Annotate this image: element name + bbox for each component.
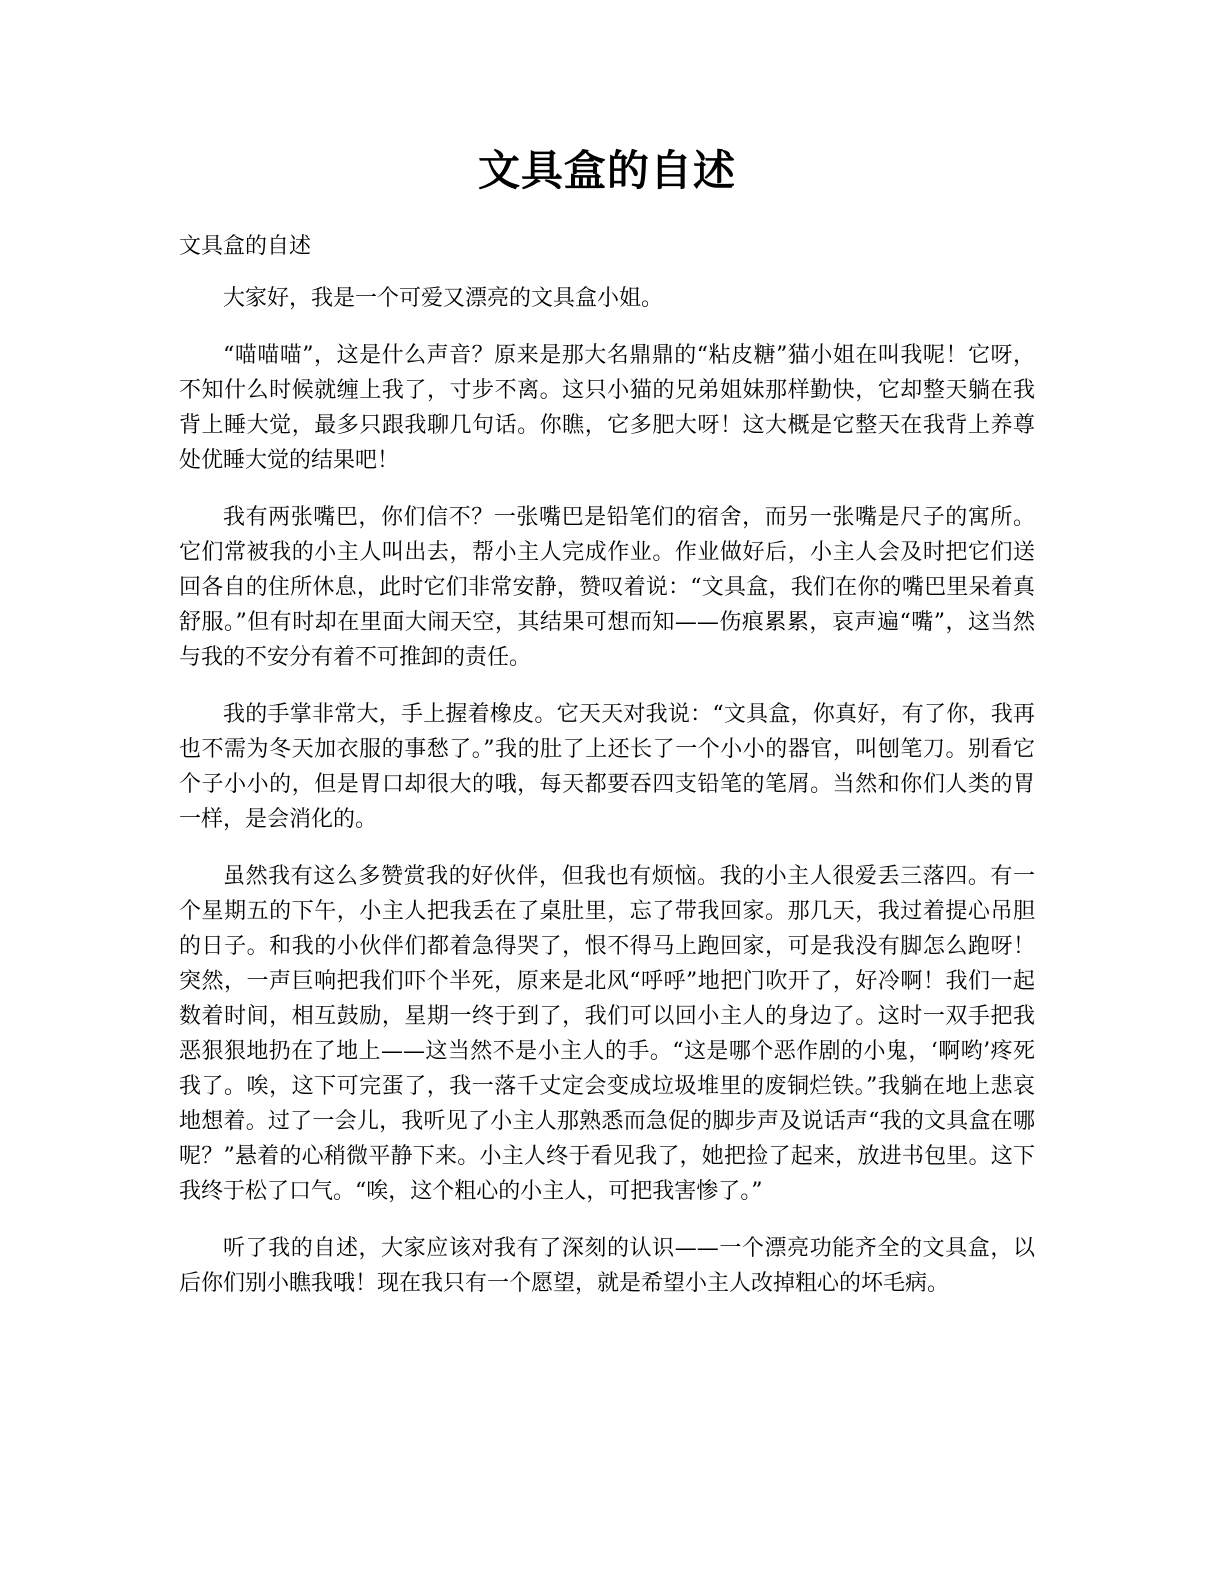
paragraph-5: 虽然我有这么多赞赏我的好伙伴，但我也有烦恼。我的小主人很爱丢三落四。有一个星期五的下午，小主人把我丢在了桌肚里，忘了带我回家。那几天，我过着提心吊胆的日子。和我的小伙伴们都着急得哭了，恨不得马上跑回家，可是我没有脚怎么跑呀！突然，一声巨响把我们吓个半死，原来是北风“呼呼”地把门吹开了，好冷啊！我们一起数着时间，相互鼓励，星期一终于到了，我们可以回小主人的身边了。这时一双手把我恶狠狠地扔在了地上——这当然不是小主人的手。“这是哪个恶作剧的小鬼，‘啊哟’疼死我了。唉，这下可完蛋了，我一落千丈定会变成垃圾堆里的废铜烂铁。”我躺在地上悲哀地想着。过了一会儿，我听见了小主人那熟悉而急促的脚步声及说话声“我的文具盒在哪呢？”悬着的心稍微平静下来。小主人终于看见我了，她把捡了起来，放进书包里。这下我终于松了口气。“唉，这个粗心的小主人，可把我害惨了。”	[179, 864, 1035, 1204]
paragraph-1: 大家好，我是一个可爱又漂亮的文具盒小姐。	[223, 286, 664, 311]
document-page	[179, 140, 1035, 1301]
document-subtitle: 文具盒的自述	[179, 234, 312, 259]
document-title: 文具盒的自述	[477, 146, 736, 195]
paragraph-3: 我有两张嘴巴，你们信不？一张嘴巴是铅笔们的宿舍，而另一张嘴是尺子的寓所。它们常被我的小主人叫出去，帮小主人完成作业。作业做好后，小主人会及时把它们送回各自的住所休息，此时它们非常安静，赞叹着说：“文具盒，我们在你的嘴巴里呆着真舒服。”但有时却在里面大闹天空，其结果可想而知——伤痕累累，哀声遍“嘴”，这当然与我的不安分有着不可推卸的责任。	[179, 505, 1035, 670]
paragraph-2: “喵喵喵”，这是什么声音？原来是那大名鼎鼎的“粘皮糖”猫小姐在叫我呢！它呀，不知什么时候就缠上我了，寸步不离。这只小猫的兄弟姐妹那样勤快，它却整天躺在我背上睡大觉，最多只跟我聊几句话。你瞧，它多肥大呀！这大概是它整天在我背上养尊处优睡大觉的结果吧！	[179, 343, 1035, 473]
paragraph-4: 我的手掌非常大，手上握着橡皮。它天天对我说：“文具盒，你真好，有了你，我再也不需为冬天加衣服的事愁了。”我的肚了上还长了一个小小的器官，叫刨笔刀。别看它个子小小的，但是胃口却很大的哦，每天都要吞四支铅笔的笔屑。当然和你们人类的胃一样，是会消化的。	[179, 702, 1035, 832]
paragraph-6: 听了我的自述，大家应该对我有了深刻的认识——一个漂亮功能齐全的文具盒，以后你们别小瞧我哦！现在我只有一个愿望，就是希望小主人改掉粗心的坏毛病。	[179, 1236, 1035, 1296]
